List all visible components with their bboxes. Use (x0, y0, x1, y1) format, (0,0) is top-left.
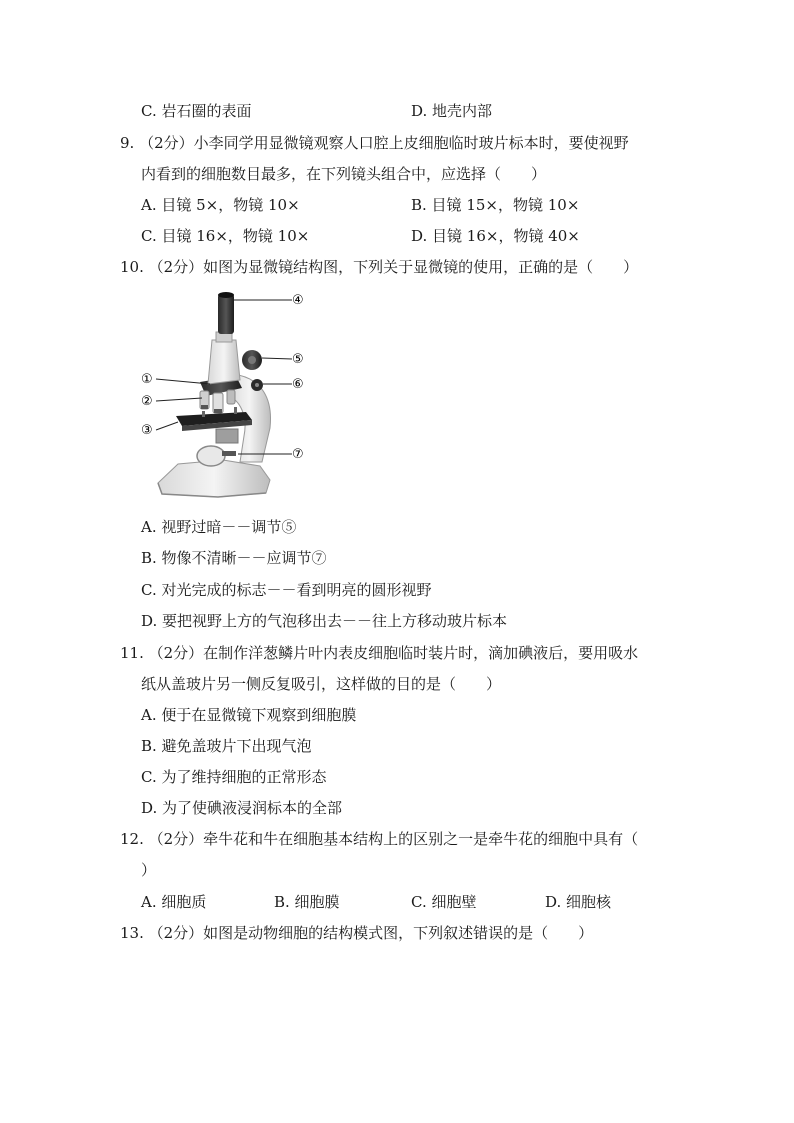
q10-option-c: C. 对光完成的标志－－看到明亮的圆形视野 (141, 581, 432, 599)
q9-option-a: A. 目镜 5×，物镜 10× (141, 196, 300, 214)
q12-option-b: B. 细胞膜 (274, 893, 340, 911)
q8-option-c: C. 岩石圈的表面 (141, 102, 252, 120)
q12-stem-line1: 12. （2分）牵牛花和牛在细胞基本结构上的区别之一是牵牛花的细胞中具有（ (120, 830, 639, 848)
label-1: ① (141, 372, 153, 387)
q11-option-a: A. 便于在显微镜下观察到细胞膜 (141, 706, 357, 724)
q9-option-d: D. 目镜 16×，物镜 40× (411, 227, 580, 245)
q9-option-c: C. 目镜 16×，物镜 10× (141, 227, 310, 245)
label-4: ④ (292, 293, 304, 308)
q9-stem-line1: 9. （2分）小李同学用显微镜观察人口腔上皮细胞临时玻片标本时，要使视野 (120, 134, 629, 152)
q11-stem-line2: 纸从盖玻片另一侧反复吸引，这样做的目的是（ ） (141, 675, 502, 693)
label-7: ⑦ (292, 447, 304, 462)
q12-option-a: A. 细胞质 (141, 893, 207, 911)
q11-stem-line1: 11. （2分）在制作洋葱鳞片叶内表皮细胞临时装片时，滴加碘液后，要用吸水 (120, 644, 639, 662)
label-2: ② (141, 394, 153, 409)
q12-option-d: D. 细胞核 (545, 893, 612, 911)
microscope-body-tube (208, 292, 240, 384)
label-3: ③ (141, 423, 153, 438)
q9-stem-line2: 内看到的细胞数目最多，在下列镜头组合中，应选择（ ） (141, 165, 547, 183)
microscope-figure (138, 288, 318, 503)
microscope-diagram (138, 288, 318, 503)
q8-option-d: D. 地壳内部 (411, 102, 493, 120)
label-6: ⑥ (292, 377, 304, 392)
q11-option-d: D. 为了使碘液浸润标本的全部 (141, 799, 343, 817)
q11-option-b: B. 避免盖玻片下出现气泡 (141, 737, 312, 755)
q9-option-b: B. 目镜 15×，物镜 10× (411, 196, 580, 214)
q12-option-c: C. 细胞壁 (411, 893, 477, 911)
q10-option-d: D. 要把视野上方的气泡移出去－－往上方移动玻片标本 (141, 612, 508, 630)
q11-option-c: C. 为了维持细胞的正常形态 (141, 768, 327, 786)
label-5: ⑤ (292, 352, 304, 367)
q10-option-b: B. 物像不清晰－－应调节⑦ (141, 549, 327, 567)
q13-stem: 13. （2分）如图是动物细胞的结构模式图，下列叙述错误的是（ ） (120, 924, 594, 942)
q10-stem: 10. （2分）如图为显微镜结构图，下列关于显微镜的使用，正确的是（ ） (120, 258, 639, 276)
q12-stem-line2: ） (141, 861, 157, 879)
q10-option-a: A. 视野过暗－－调节⑤ (141, 518, 297, 536)
